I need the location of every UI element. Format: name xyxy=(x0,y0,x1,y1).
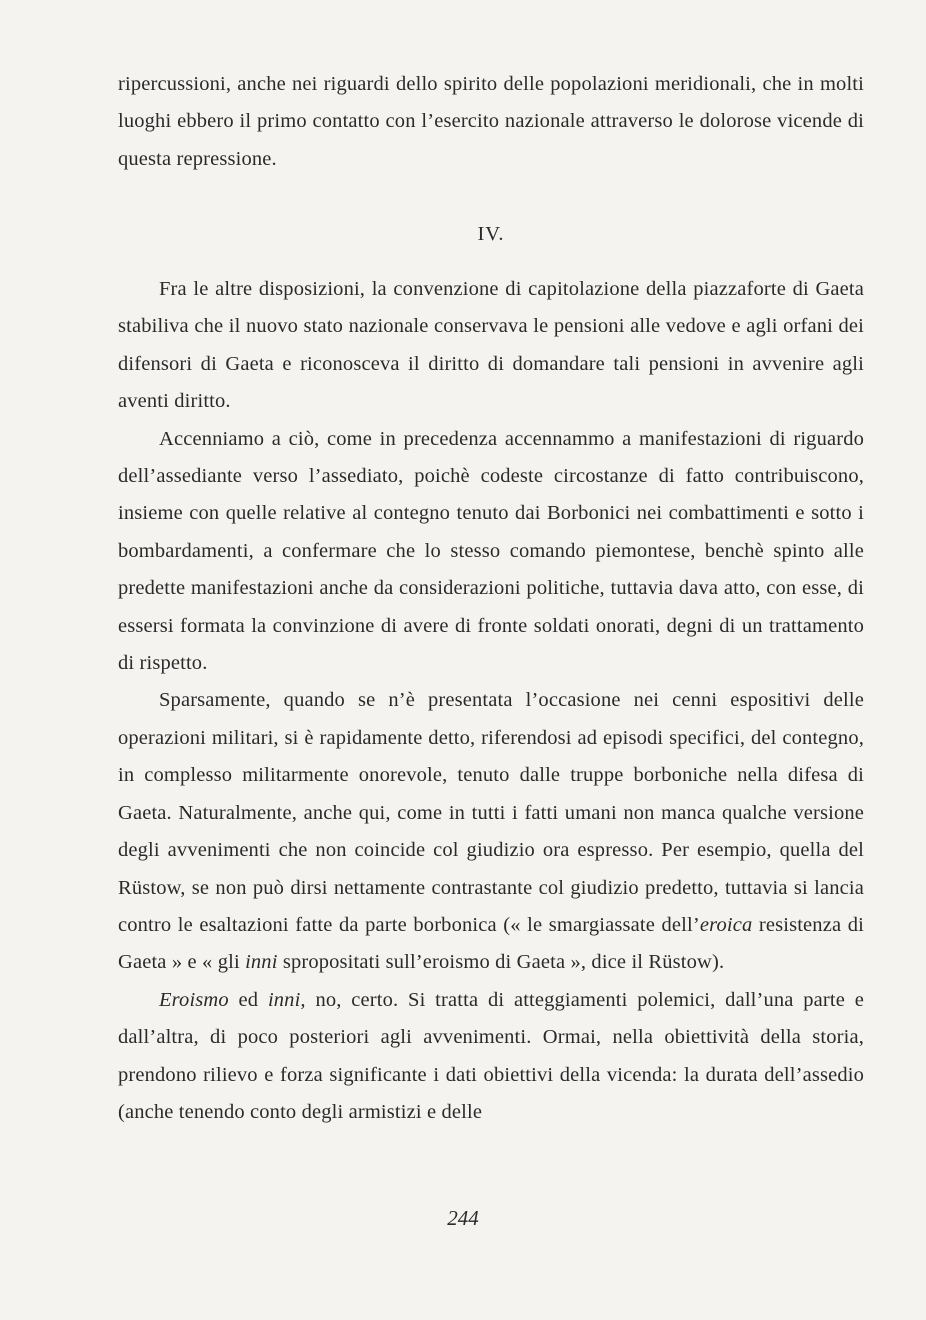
paragraph-3-text-a: Sparsamente, quando se n’è presentata l’occasione nei cenni espositivi delle operazioni militari, si è rapidamente detto, riferendosi ad episodi specifici, del contegno, in complesso militarmente onorevole, tenuto dalle truppe borboniche nella difesa di Gaeta. Naturalmente, anche qui, come in tutti i fatti umani non manca qualche versione degli avvenimenti che non coincide col giudizio ora espresso. Per esempio, quella del Rüstow, se non può dirsi nettamente contrastante col giudizio predetto, tuttavia si lancia contro le esaltazioni fatte da parte borbonica (« le smargiassate dell’ xyxy=(118,689,864,936)
paragraph-3 xyxy=(118,682,864,981)
paragraph-3-text-b: resistenza di Gaeta » e « gli xyxy=(118,913,864,974)
spacer xyxy=(118,253,864,271)
section-heading: IV. xyxy=(477,222,505,245)
paragraph-4-text-a: ed xyxy=(228,988,268,1011)
paragraph-4-italic-inni: inni, xyxy=(267,988,306,1011)
paragraph-3-italic-inni: inni xyxy=(245,951,278,974)
paragraph-4 xyxy=(118,982,864,1132)
intro-paragraph: ripercussioni, anche nei riguardi dello spirito delle popolazioni meridionali, che in molti luoghi ebbero il primo contatto con l’esercito nazionale attraverso le dolorose vicende di questa repressione. xyxy=(118,73,864,170)
paragraph-3-italic-eroica: eroica xyxy=(699,913,753,936)
paragraph-3-text-c: spropositati sull’eroismo di Gaeta », dice il Rüstow). xyxy=(277,951,725,974)
page-body xyxy=(118,66,864,1131)
spacer xyxy=(118,178,864,215)
paragraph-2: Accenniamo a ciò, come in precedenza accennammo a manifestazioni di riguardo dell’assediante verso l’assediato, poichè codeste circostanze di fatto contribuiscono, insieme con quelle relative al contegno tenuto dai Borbonici nei combattimenti e sotto i bombardamenti, a confermare che lo stesso comando piemontese, benchè spinto alle predette manifestazioni anche da considerazioni politiche, tuttavia dava atto, con esse, di essersi formata la convinzione di avere di fronte soldati onorati, degni di un trattamento di rispetto. xyxy=(118,427,864,675)
paragraph-4-text-b: no, certo. Si tratta di atteggiamenti polemici, dall’una parte e dall’altra, di poco posteriori agli avvenimenti. Ormai, nella obiettività della storia, prendono rilievo e forza significante i dati obiettivi della vicenda: la durata dell’assedio (anche tenendo conto degli armistizi e delle xyxy=(118,988,865,1123)
paragraph-1: Fra le altre disposizioni, la convenzione di capitolazione della piazzaforte di Gaeta stabiliva che il nuovo stato nazionale conservava le pensioni alle vedove e agli orfani dei difensori di Gaeta e riconosceva il diritto di domandare tali pensioni in avvenire agli aventi diritto. xyxy=(118,278,864,413)
paragraph-4-italic-eroismo: Eroismo xyxy=(159,988,229,1011)
page-number: 244 xyxy=(447,1206,479,1230)
